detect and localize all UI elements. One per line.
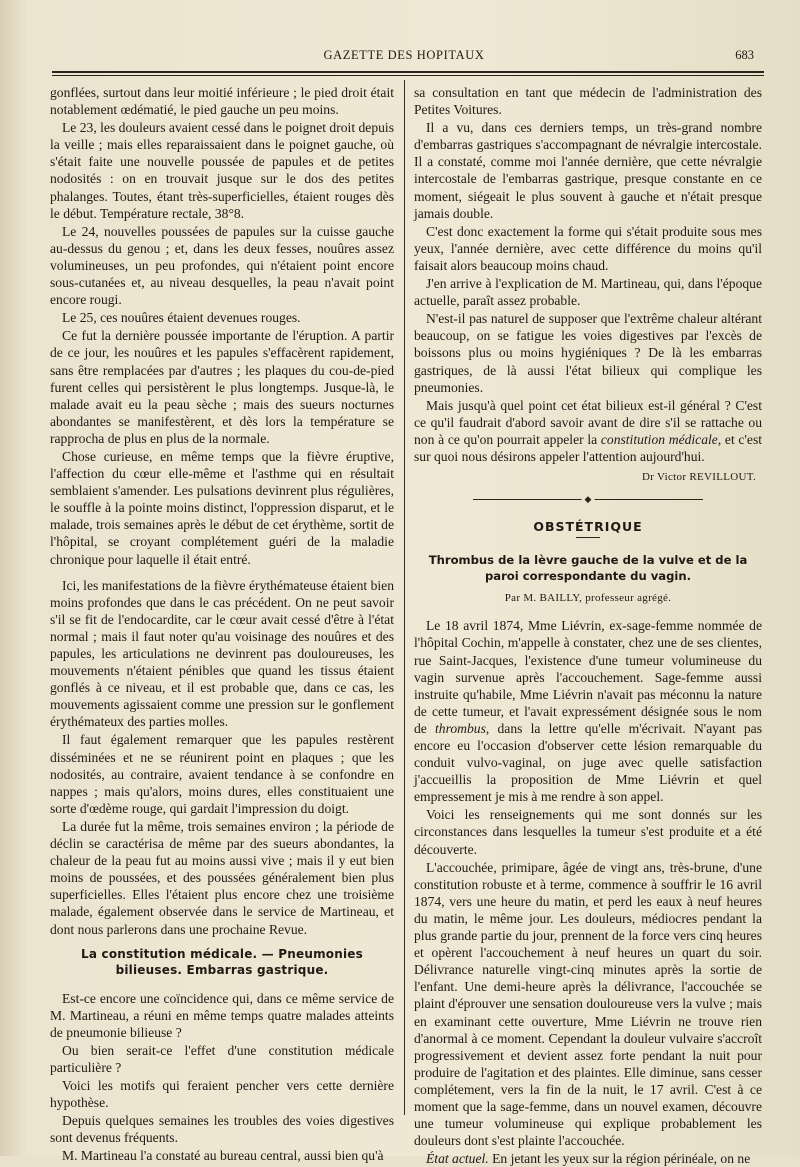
paragraph: Il a vu, dans ces derniers temps, un très-grand nombre d'embarras gastriques s'accompagnant de névralgie intercostale. Il a constaté, comme moi l'année dernière, que cette névralgie intercostale de l'embarras gastrique, presque constante en ce moment, siégeait le plus souvent à gauche et n'était presque jamais double.: [414, 120, 762, 221]
paragraph: Depuis quelques semaines les troubles des voies digestives sont devenus fréquents.: [50, 1113, 394, 1146]
header-rule-thin: [52, 75, 764, 76]
author-signature: Dr Victor REVILLOUT.: [642, 471, 756, 484]
paragraph: Ce fut la dernière poussée importante de l'éruption. A partir de ce jour, les nouûres et les papules s'effacèrent rapidement, sans être remplacées par d'autres ; les plaques du cou-de-pied furent celles qui persistèrent le plus longtemps. Jusque-là, le malade avait eu la peau sèche ; mais des sueurs nocturnes abondantes se manifestèrent, et dès lors la température se rapprocha de plus en plus de la normale.: [50, 328, 394, 446]
paragraph: N'est-il pas naturel de supposer que l'extrême chaleur altérant beaucoup, on se fatigue les voies digestives par l'excès de boissons plus ou moins hygiéniques ? De là les embarras gastriques, de là aussi l'état bilieux qui complique les pneumonies.: [414, 311, 762, 395]
section-title: La constitution médicale. — Pneumonies bilieuses. Embarras gastrique.: [81, 946, 363, 977]
paragraph: Ou bien serait-ce l'effet d'une constitution médicale particulière ?: [50, 1042, 394, 1075]
emphasis: thrombus: [435, 720, 486, 736]
paragraph: Ici, les manifestations de la fièvre érythémateuse étaient bien moins profondes que dans le cas précédent. On ne peut savoir s'il se fit de l'endocardite, car le cœur avait cessé d'être à l'état normal ; mais il faut noter qu'au voisinage des nouûres et des papules, les articulations ne devinrent pas douloureuses, les mouvements n'étaient pénibles que quand les tissus étaient gonflés à ce niveau, et il est probable que, dans ce cas, les mouvements agissaient comme une pression sur le gonflement érythémateux des parties molles.: [50, 577, 394, 730]
paragraph: J'en arrive à l'explication de M. Martineau, qui, dans l'époque actuelle, paraît assez probable.: [414, 276, 762, 309]
paragraph: Il faut également remarquer que les papules restèrent disséminées et ne se réunirent point en plaques ; que les nodosités, au contraire, avaient tendance à se confondre en nappes ; mais qu'alors, moins dures, elles constituaient une sorte d'œdème rouge, qui gardait l'impression du doigt.: [50, 732, 394, 816]
byline: Par M. BAILLY, professeur agrégé.: [504, 592, 672, 605]
paragraph: Le 23, les douleurs avaient cessé dans le poignet droit depuis la veille ; mais elles reparaissaient dans le poignet gauche, où s'était faite une nouvelle poussée de papules et de petites nodosités : on en trouvait jusque sur le dos des petites phalanges. Toutes, étant très-superficielles, étaient rouges dès le début. Température rectale, 38°8.: [50, 120, 394, 221]
paragraph: M. Martineau l'a constaté au bureau central, aussi bien qu'à: [62, 1148, 384, 1164]
article-title: Thrombus de la lèvre gauche de la vulve et de la paroi correspondante du vagin.: [428, 553, 748, 584]
paragraph: sa consultation en tant que médecin de l'administration des Petites Voitures.: [414, 85, 762, 118]
text-run: Le 18 avril 1874, Mme Liévrin, ex-sage-femme nommée de l'hôpital Cochin, m'appelle à constater, chez une de ses clientes, rue Saint-Jacques, l'existence d'une tumeur volumineuse du vagin survenue après l'accouchement. Sage-femme aussi instruite qu'habile, Mme Liévrin n'avait pas méconnu la nature de cette tumeur, et l'avait expressément désignée sous le nom de: [414, 618, 762, 736]
paragraph: Le 24, nouvelles poussées de papules sur la cuisse gauche au-dessus du genou ; et, dans les deux fesses, nouûres assez volumineuses, un peu profondes, qui n'étaient point encore sous-cutanées et, au niveau desquelles, la peau n'avait point encore rougi.: [50, 223, 394, 308]
paragraph: [414, 1150, 762, 1167]
short-rule: [576, 537, 600, 538]
text-run: En jetant les yeux sur la région périnéale, on ne: [488, 1151, 751, 1167]
paragraph: La durée fut la même, trois semaines environ ; la période de déclin se caractérisa de même par des sueurs abondantes, la chaleur de la peau fut au moins aussi vive ; mais il y eut bien moins de poussées, et des poussées généralement bien plus superficielles. Elles l'étaient plus encore chez une troisième malade, également observée dans le service de Martineau, et dont nous parlerons dans une prochaine Revue.: [50, 818, 394, 937]
paragraph: C'est donc exactement la forme qui s'était produite sous mes yeux, l'année dernière, avec cette différence du moins qu'il faisait alors beaucoup moins chaud.: [414, 223, 762, 273]
paragraph: Voici les motifs qui feraient pencher vers cette dernière hypothèse.: [50, 1078, 394, 1111]
text-run: Mais jusqu'à quel point cet état bilieux est-il général ? C'est ce qu'il faudrait d'abord savoir avant de dire s'il se rattache ou non à ce qu'on pourrait appeler la: [414, 397, 762, 447]
paragraph: Est-ce encore une coïncidence qui, dans ce même service de M. Martineau, a réuni en même temps quatre malades atteints de pneumonie bilieuse ?: [50, 990, 394, 1040]
paragraph: gonflées, surtout dans leur moitié inférieure ; le pied droit était notablement œdématié, le pied gauche un peu moins.: [50, 85, 394, 118]
spacer: [50, 569, 394, 577]
emphasis: constitution médicale: [600, 431, 718, 447]
paragraph: Chose curieuse, en même temps que la fièvre éruptive, l'affection du cœur elle-même et l'asthme qui en résultait semblaient s'amender. Les pulsations devinrent plus régulières, le souffle à la pointe moins distinct, l'oppression disparut, et le malade, trois semaines après le début de cet érythème, sortit de l'hôpital, se croyant complétement guéri de la maladie chronique pour laquelle il était entré.: [50, 448, 394, 567]
text-run: , dans la lettre qu'elle m'écrivait. N'ayant pas encore eu l'occasion d'observer cette lésion remarquable du conduit vulvo-vaginal, on juge avec quelle satisfaction j'accueillis la proposition de Mme Liévrin et quel empressement je mis à me rendre à son appel.: [414, 720, 762, 805]
ornamental-rule: [473, 496, 703, 504]
header-rule-thick: [52, 71, 764, 73]
paragraph: L'accouchée, primipare, âgée de vingt ans, très-brune, d'une constitution robuste et à terme, commence à souffrir le 16 avril 1874, vers une heure du matin, et perd les eaux à neuf heures du matin, le même jour. Les douleurs, médiocres pendant la plus grande partie du jour, prennent de la force vers cinq heures et opèrent l'accouchement à neuf heures un quart du soir. Délivrance naturelle vingt-cinq minutes après la sortie de l'enfant. Une demi-heure après la délivrance, l'accouchée se plaint d'éprouver une sensation douloureuse vers la vulve ; mais en examinant cette ouverture, Mme Liévrin ne trouve rien d'anormal à ce moment. Cependant la douleur vulvaire s'accroît progressivement et devient assez forte pendant la nuit pour produire de l'agitation et des plaintes. Elle diminue, sans cesser complétement, vers la fin de la nuit, le 17 avril. C'est à ce moment que la sage-femme, dans un nouvel examen, découvre une tumeur volumineuse qui explique probablement les douleurs dont s'est plainte l'accouchée.: [414, 859, 762, 1149]
paragraph: Le 25, ces nouûres étaient devenues rouges.: [62, 310, 301, 326]
right-column: [414, 84, 763, 1167]
section-heading: OBSTÉTRIQUE: [533, 519, 643, 535]
paragraph: [414, 397, 762, 465]
emphasis: État actuel.: [426, 1151, 489, 1167]
paragraph: Voici les renseignements qui me sont donnés sur les circonstances dans lesquelles la tumeur s'est produite et a été découverte.: [414, 807, 762, 857]
page-header: [48, 48, 760, 68]
paragraph: [414, 617, 762, 805]
column-divider: [404, 80, 405, 1115]
left-column: [50, 84, 394, 1164]
journal-title: GAZETTE DES HOPITAUX: [323, 48, 485, 62]
page-number: 683: [735, 48, 754, 62]
text-run: , et c'est sur quoi nous désirons appeler l'attention aujourd'hui.: [414, 431, 763, 464]
